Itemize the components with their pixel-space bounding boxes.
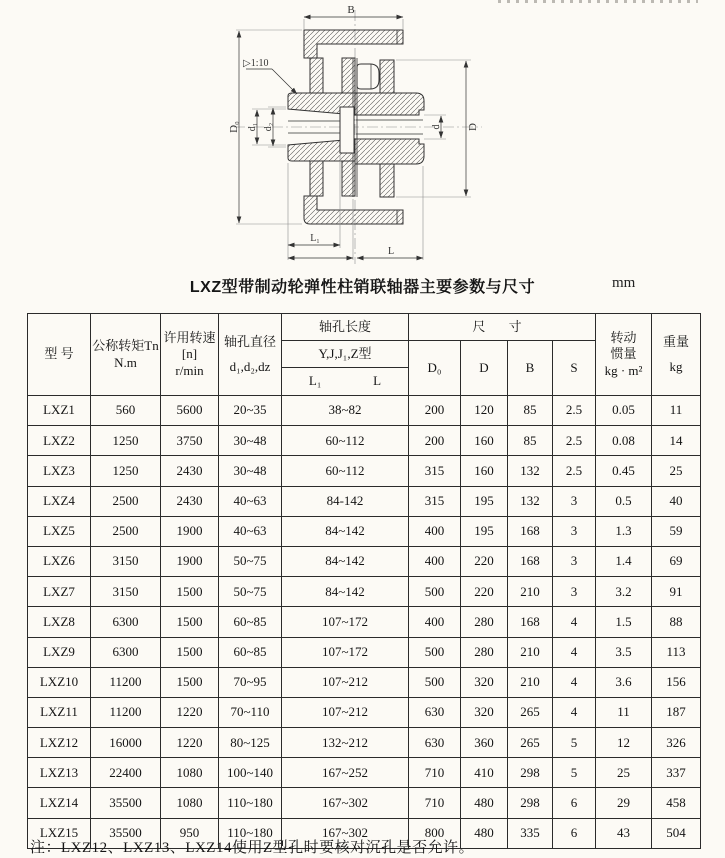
table-row	[28, 667, 701, 697]
model-cell: LXZ15	[28, 818, 91, 848]
value-cell: 0.05	[596, 396, 652, 426]
value-cell: 1.4	[596, 546, 652, 576]
value-cell: 337	[652, 758, 701, 788]
header-L1-L	[282, 368, 409, 396]
value-cell: 40~63	[219, 486, 282, 516]
header-torque: 公称转矩Tn N.m	[91, 314, 161, 396]
table-row	[28, 697, 701, 727]
value-cell: 1.3	[596, 516, 652, 546]
value-cell: 60~112	[282, 456, 409, 486]
value-cell: 1080	[161, 788, 219, 818]
model-cell: LXZ4	[28, 486, 91, 516]
value-cell: 1500	[161, 577, 219, 607]
value-cell: 195	[461, 516, 508, 546]
spec-table	[27, 313, 701, 849]
value-cell: 107~212	[282, 697, 409, 727]
value-cell: 107~212	[282, 667, 409, 697]
value-cell: 35500	[91, 818, 161, 848]
header-bore-diameter: 轴孔直径 d₁,d₂,dz	[219, 314, 282, 396]
value-cell: 132	[508, 486, 553, 516]
value-cell: 1250	[91, 456, 161, 486]
value-cell: 107~172	[282, 607, 409, 637]
value-cell: 3.2	[596, 577, 652, 607]
value-cell: 500	[409, 667, 461, 697]
value-cell: 35500	[91, 788, 161, 818]
value-cell: 3.5	[596, 637, 652, 667]
header-bore-types: Y,J,J₁,Z型	[282, 341, 409, 368]
model-cell: LXZ10	[28, 667, 91, 697]
value-cell: 40	[652, 486, 701, 516]
value-cell: 132	[508, 456, 553, 486]
value-cell: 168	[508, 546, 553, 576]
value-cell: 60~85	[219, 607, 282, 637]
header-L: L	[373, 373, 382, 389]
footnote: 注：LXZ12、LXZ13、LXZ14使用Z型孔时要核对沉孔是否允许。	[30, 840, 475, 856]
value-cell: 91	[652, 577, 701, 607]
value-cell: 11	[652, 396, 701, 426]
value-cell: 1500	[161, 607, 219, 637]
table-header	[28, 314, 701, 396]
model-cell: LXZ3	[28, 456, 91, 486]
model-cell: LXZ5	[28, 516, 91, 546]
model-cell: LXZ13	[28, 758, 91, 788]
value-cell: 3	[553, 516, 596, 546]
value-cell: 210	[508, 577, 553, 607]
value-cell: 6300	[91, 607, 161, 637]
value-cell: 1900	[161, 546, 219, 576]
value-cell: 110~180	[219, 818, 282, 848]
value-cell: 220	[461, 577, 508, 607]
value-cell: 187	[652, 697, 701, 727]
table-row	[28, 788, 701, 818]
dim-label-d: d	[431, 124, 442, 130]
unit-label: mm	[612, 275, 636, 291]
centerlines	[234, 10, 482, 264]
value-cell: 210	[508, 637, 553, 667]
value-cell: 160	[461, 456, 508, 486]
value-cell: 167~302	[282, 788, 409, 818]
dim-label-d1: d₁	[247, 122, 258, 132]
value-cell: 320	[461, 697, 508, 727]
header-speed: 许用转速 [n] r/min	[161, 314, 219, 396]
model-cell: LXZ8	[28, 607, 91, 637]
value-cell: 265	[508, 697, 553, 727]
value-cell: 504	[652, 818, 701, 848]
value-cell: 320	[461, 667, 508, 697]
value-cell: 29	[596, 788, 652, 818]
value-cell: 84~142	[282, 546, 409, 576]
table-row	[28, 607, 701, 637]
elastic-pin	[357, 64, 379, 89]
value-cell: 195	[461, 486, 508, 516]
header-D0: D₀	[409, 341, 461, 396]
value-cell: 25	[596, 758, 652, 788]
brake-web-bottom	[310, 161, 323, 196]
value-cell: 40~63	[219, 516, 282, 546]
value-cell: 85	[508, 396, 553, 426]
value-cell: 43	[596, 818, 652, 848]
value-cell: 360	[461, 728, 508, 758]
value-cell: 500	[409, 637, 461, 667]
table-body	[28, 396, 701, 849]
model-cell: LXZ6	[28, 546, 91, 576]
model-cell: LXZ12	[28, 728, 91, 758]
value-cell: 400	[409, 516, 461, 546]
value-cell: 110~180	[219, 788, 282, 818]
value-cell: 1500	[161, 667, 219, 697]
value-cell: 298	[508, 758, 553, 788]
header-S: S	[553, 341, 596, 396]
value-cell: 11	[596, 697, 652, 727]
value-cell: 88	[652, 607, 701, 637]
value-cell: 6	[553, 818, 596, 848]
brake-web-top	[310, 58, 323, 93]
table-row	[28, 637, 701, 667]
value-cell: 315	[409, 486, 461, 516]
value-cell: 2.5	[553, 396, 596, 426]
table-row	[28, 426, 701, 456]
value-cell: 85	[508, 426, 553, 456]
value-cell: 480	[461, 818, 508, 848]
header-model: 型 号	[28, 314, 91, 396]
header-B: B	[508, 341, 553, 396]
right-hub-bottom	[355, 139, 424, 164]
value-cell: 59	[652, 516, 701, 546]
value-cell: 14	[652, 426, 701, 456]
value-cell: 3.6	[596, 667, 652, 697]
value-cell: 60~112	[282, 426, 409, 456]
value-cell: 210	[508, 667, 553, 697]
value-cell: 107~172	[282, 637, 409, 667]
value-cell: 84~142	[282, 577, 409, 607]
value-cell: 12	[596, 728, 652, 758]
value-cell: 265	[508, 728, 553, 758]
value-cell: 50~75	[219, 546, 282, 576]
value-cell: 950	[161, 818, 219, 848]
header-bore-length: 轴孔长度	[282, 314, 409, 341]
value-cell: 3	[553, 577, 596, 607]
value-cell: 22400	[91, 758, 161, 788]
value-cell: 113	[652, 637, 701, 667]
value-cell: 167~302	[282, 818, 409, 848]
dim-label-L1: L₁	[310, 233, 320, 244]
table-row	[28, 758, 701, 788]
value-cell: 25	[652, 456, 701, 486]
value-cell: 70~110	[219, 697, 282, 727]
value-cell: 84-142	[282, 486, 409, 516]
header-D: D	[461, 341, 508, 396]
right-flange-ring-top	[380, 60, 394, 93]
value-cell: 167~252	[282, 758, 409, 788]
value-cell: 1250	[91, 426, 161, 456]
value-cell: 0.5	[596, 486, 652, 516]
value-cell: 1.5	[596, 607, 652, 637]
model-cell: LXZ11	[28, 697, 91, 727]
value-cell: 1500	[161, 637, 219, 667]
model-cell: LXZ14	[28, 788, 91, 818]
right-flange-ring-bottom	[380, 164, 394, 197]
value-cell: 4	[553, 667, 596, 697]
value-cell: 400	[409, 546, 461, 576]
value-cell: 2.5	[553, 456, 596, 486]
coupling-drawing-svg	[222, 2, 534, 272]
value-cell: 5	[553, 728, 596, 758]
value-cell: 2500	[91, 486, 161, 516]
value-cell: 200	[409, 426, 461, 456]
model-cell: LXZ9	[28, 637, 91, 667]
value-cell: 280	[461, 607, 508, 637]
table-row	[28, 577, 701, 607]
page-title: LXZ型带制动轮弹性柱销联轴器主要参数与尺寸	[189, 279, 536, 296]
value-cell: 100~140	[219, 758, 282, 788]
value-cell: 168	[508, 607, 553, 637]
value-cell: 1220	[161, 697, 219, 727]
table-row	[28, 546, 701, 576]
value-cell: 84~142	[282, 516, 409, 546]
value-cell: 710	[409, 788, 461, 818]
value-cell: 710	[409, 758, 461, 788]
table-row	[28, 456, 701, 486]
value-cell: 335	[508, 818, 553, 848]
value-cell: 410	[461, 758, 508, 788]
value-cell: 458	[652, 788, 701, 818]
value-cell: 0.45	[596, 456, 652, 486]
dim-label-B: B	[347, 4, 355, 16]
value-cell: 38~82	[282, 396, 409, 426]
value-cell: 3150	[91, 546, 161, 576]
table-row	[28, 516, 701, 546]
header-weight: 重量 kg	[652, 314, 701, 396]
value-cell: 132~212	[282, 728, 409, 758]
center-spacer	[340, 107, 354, 153]
value-cell: 3150	[91, 577, 161, 607]
title-row	[0, 274, 725, 296]
value-cell: 6	[553, 788, 596, 818]
value-cell: 20~35	[219, 396, 282, 426]
value-cell: 2430	[161, 486, 219, 516]
value-cell: 3	[553, 546, 596, 576]
value-cell: 60~85	[219, 637, 282, 667]
value-cell: 160	[461, 426, 508, 456]
value-cell: 5600	[161, 396, 219, 426]
value-cell: 70~95	[219, 667, 282, 697]
header-L1: L₁	[308, 373, 322, 389]
value-cell: 315	[409, 456, 461, 486]
coupling-section-drawing	[222, 2, 534, 272]
value-cell: 200	[409, 396, 461, 426]
value-cell: 2430	[161, 456, 219, 486]
value-cell: 11200	[91, 697, 161, 727]
value-cell: 11200	[91, 667, 161, 697]
taper-label: ▷1:10	[243, 58, 269, 69]
value-cell: 1900	[161, 516, 219, 546]
value-cell: 30~48	[219, 426, 282, 456]
value-cell: 0.08	[596, 426, 652, 456]
header-dimensions: 尺 寸	[409, 314, 596, 341]
value-cell: 30~48	[219, 456, 282, 486]
header-inertia: 转动 惯量 kg · m²	[596, 314, 652, 396]
value-cell: 80~125	[219, 728, 282, 758]
value-cell: 220	[461, 546, 508, 576]
brake-rim-bottom	[304, 196, 403, 224]
value-cell: 3	[553, 486, 596, 516]
value-cell: 6300	[91, 637, 161, 667]
dim-label-D: D	[467, 123, 479, 131]
value-cell: 800	[409, 818, 461, 848]
table-row	[28, 728, 701, 758]
value-cell: 5	[553, 758, 596, 788]
right-hub-top	[355, 93, 424, 115]
value-cell: 3750	[161, 426, 219, 456]
value-cell: 16000	[91, 728, 161, 758]
value-cell: 168	[508, 516, 553, 546]
value-cell: 4	[553, 637, 596, 667]
value-cell: 630	[409, 728, 461, 758]
dim-label-L: L	[387, 246, 395, 257]
value-cell: 156	[652, 667, 701, 697]
value-cell: 400	[409, 607, 461, 637]
value-cell: 560	[91, 396, 161, 426]
value-cell: 4	[553, 607, 596, 637]
value-cell: 1080	[161, 758, 219, 788]
value-cell: 326	[652, 728, 701, 758]
value-cell: 1220	[161, 728, 219, 758]
model-cell: LXZ7	[28, 577, 91, 607]
model-cell: LXZ2	[28, 426, 91, 456]
value-cell: 69	[652, 546, 701, 576]
value-cell: 50~75	[219, 577, 282, 607]
value-cell: 630	[409, 697, 461, 727]
dim-label-D0: D₀	[228, 121, 240, 133]
value-cell: 120	[461, 396, 508, 426]
value-cell: 480	[461, 788, 508, 818]
model-cell: LXZ1	[28, 396, 91, 426]
value-cell: 2500	[91, 516, 161, 546]
value-cell: 280	[461, 637, 508, 667]
value-cell: 4	[553, 697, 596, 727]
table-row	[28, 486, 701, 516]
brake-rim-top	[304, 30, 403, 58]
value-cell: 298	[508, 788, 553, 818]
dim-label-d2: d₂	[263, 122, 274, 132]
value-cell: 500	[409, 577, 461, 607]
table-row	[28, 396, 701, 426]
value-cell: 2.5	[553, 426, 596, 456]
